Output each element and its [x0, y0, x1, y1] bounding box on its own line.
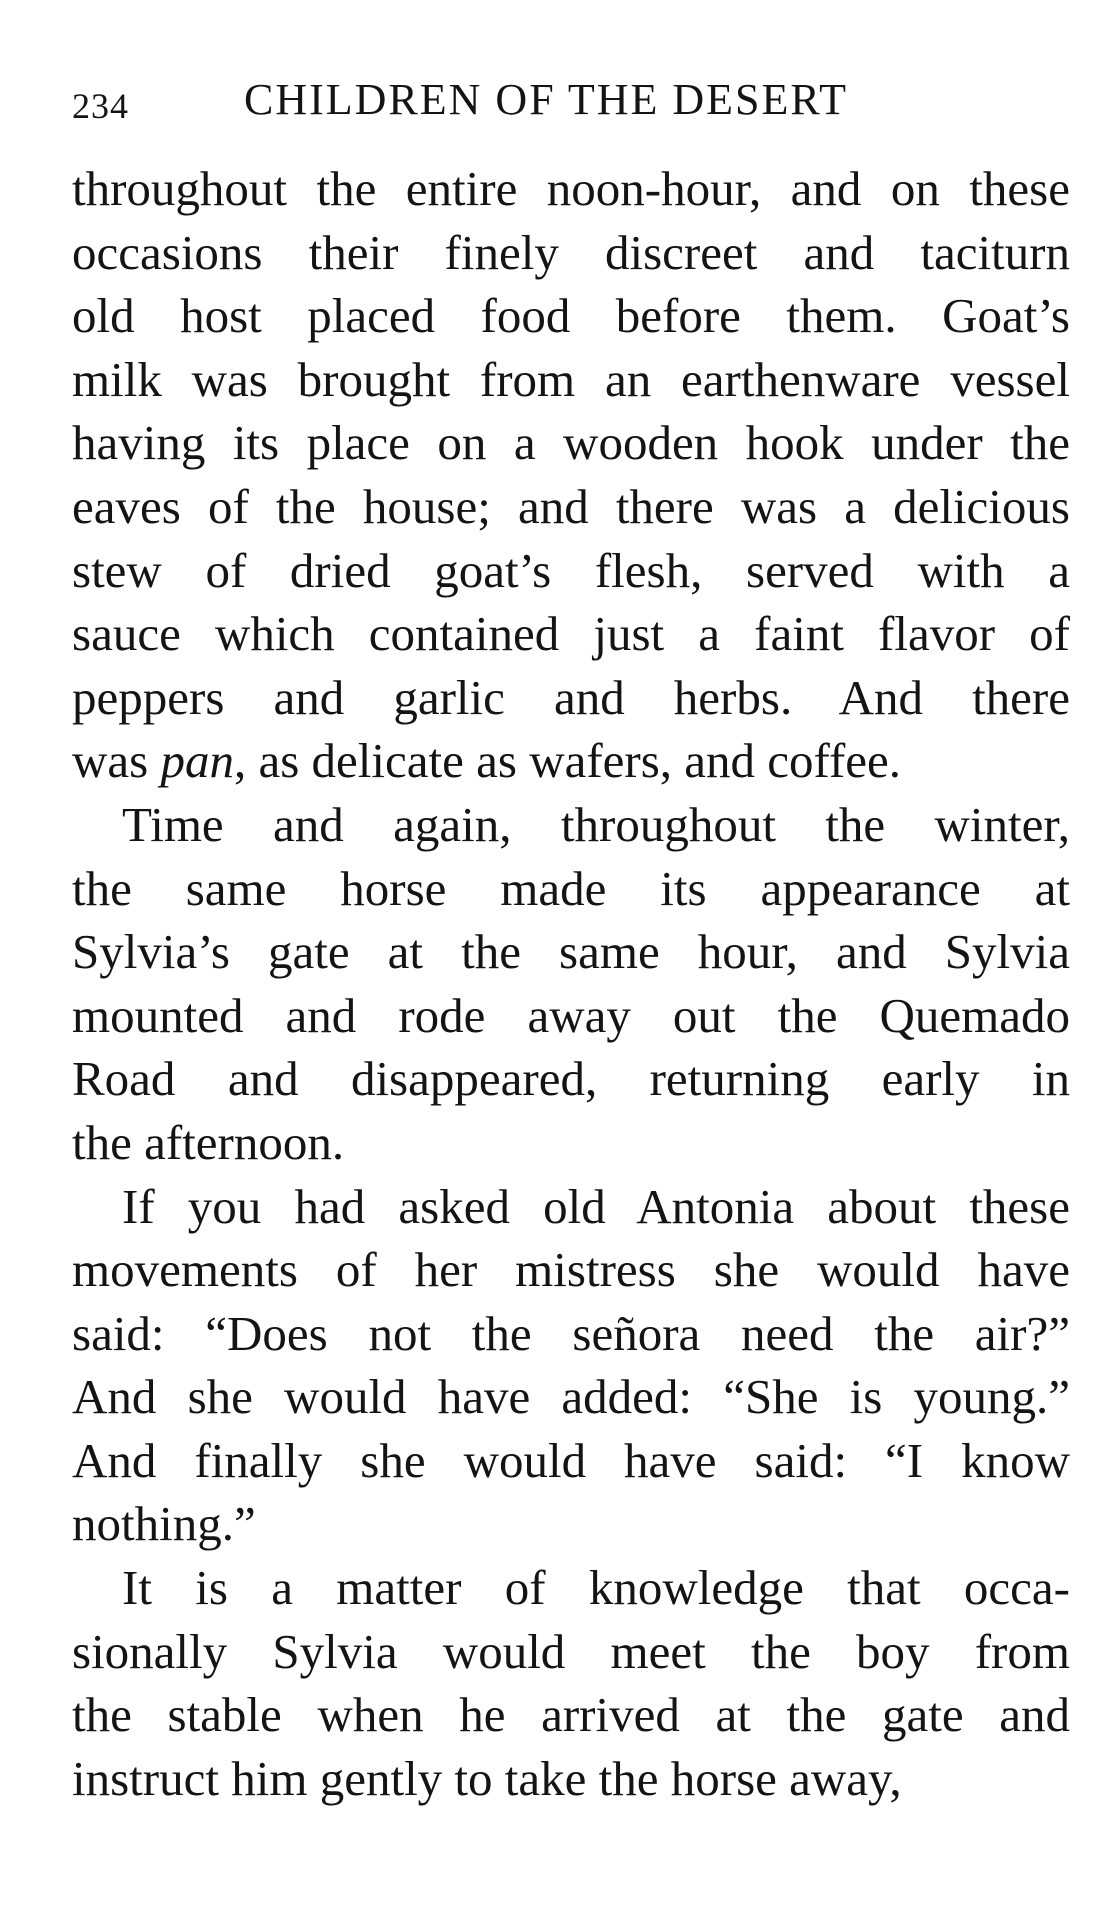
text-line	[72, 984, 1070, 1048]
text-line	[72, 1047, 1070, 1111]
text-line	[72, 221, 1070, 285]
text-body	[72, 157, 1070, 1810]
text-segment: occasions their finely discreet and taciturn	[72, 224, 1070, 280]
text-line	[72, 539, 1070, 603]
paragraph	[72, 1556, 1070, 1810]
text-line	[72, 157, 1070, 221]
running-head	[72, 70, 912, 130]
text-segment: sionally Sylvia would meet the boy from	[72, 1623, 1070, 1679]
text-segment: And finally she would have said: “I know	[72, 1432, 1070, 1488]
text-segment: movements of her mistress she would have	[72, 1242, 1070, 1298]
text-line	[72, 920, 1070, 984]
page-number: 234	[72, 86, 129, 126]
text-segment: sauce which contained just a faint flavor of	[72, 606, 1070, 662]
text-line	[72, 666, 1070, 730]
text-line	[72, 857, 1070, 921]
text-segment: old host placed food before them. Goat’s	[72, 288, 1070, 344]
text-segment: It is a matter of knowledge that occa-	[122, 1560, 1070, 1616]
text-segment: eaves of the house; and there was a delicious	[72, 478, 1070, 534]
text-segment: , as delicate as wafers, and coffee.	[233, 733, 902, 789]
paragraph	[72, 1175, 1070, 1557]
text-segment: If you had asked old Antonia about these	[122, 1178, 1070, 1234]
text-line	[72, 1556, 1070, 1620]
book-title: CHILDREN OF THE DESERT	[244, 75, 848, 124]
text-line	[72, 1429, 1070, 1493]
text-line	[72, 1238, 1070, 1302]
italic-word: pan	[160, 733, 234, 789]
text-line	[72, 348, 1070, 412]
text-line	[72, 1492, 1070, 1556]
text-line	[72, 729, 1070, 793]
paragraph	[72, 793, 1070, 1175]
text-line	[72, 1175, 1070, 1239]
text-line	[72, 1111, 1070, 1175]
text-line	[72, 602, 1070, 666]
text-line	[72, 1683, 1070, 1747]
text-segment: instruct him gently to take the horse away,	[72, 1750, 902, 1806]
text-segment: nothing.”	[72, 1496, 256, 1552]
text-segment: the stable when he arrived at the gate and	[72, 1687, 1070, 1743]
text-line	[72, 1365, 1070, 1429]
paragraph	[72, 157, 1070, 793]
text-line	[72, 1747, 1070, 1811]
text-segment: Time and again, throughout the winter,	[122, 796, 1070, 852]
text-segment: Road and disappeared, returning early in	[72, 1051, 1070, 1107]
text-segment: throughout the entire noon-hour, and on these	[72, 161, 1070, 216]
text-segment: the afternoon.	[72, 1114, 345, 1170]
text-segment: Sylvia’s gate at the same hour, and Sylvia	[72, 924, 1070, 980]
text-segment: said: “Does not the señora need the air?”	[72, 1305, 1070, 1361]
text-segment: peppers and garlic and herbs. And there	[72, 669, 1070, 725]
text-segment: stew of dried goat’s flesh, served with a	[72, 542, 1070, 598]
text-segment: the same horse made its appearance at	[72, 860, 1070, 916]
text-segment: having its place on a wooden hook under the	[72, 415, 1070, 471]
text-segment: mounted and rode away out the Quemado	[72, 987, 1070, 1043]
text-segment: was	[72, 733, 161, 789]
text-segment: And she would have added: “She is young.”	[72, 1369, 1070, 1425]
text-line	[72, 1620, 1070, 1684]
text-line	[72, 475, 1070, 539]
text-line	[72, 284, 1070, 348]
text-line	[72, 411, 1070, 475]
text-segment: milk was brought from an earthenware vessel	[72, 351, 1070, 407]
text-line	[72, 793, 1070, 857]
text-line	[72, 1302, 1070, 1366]
